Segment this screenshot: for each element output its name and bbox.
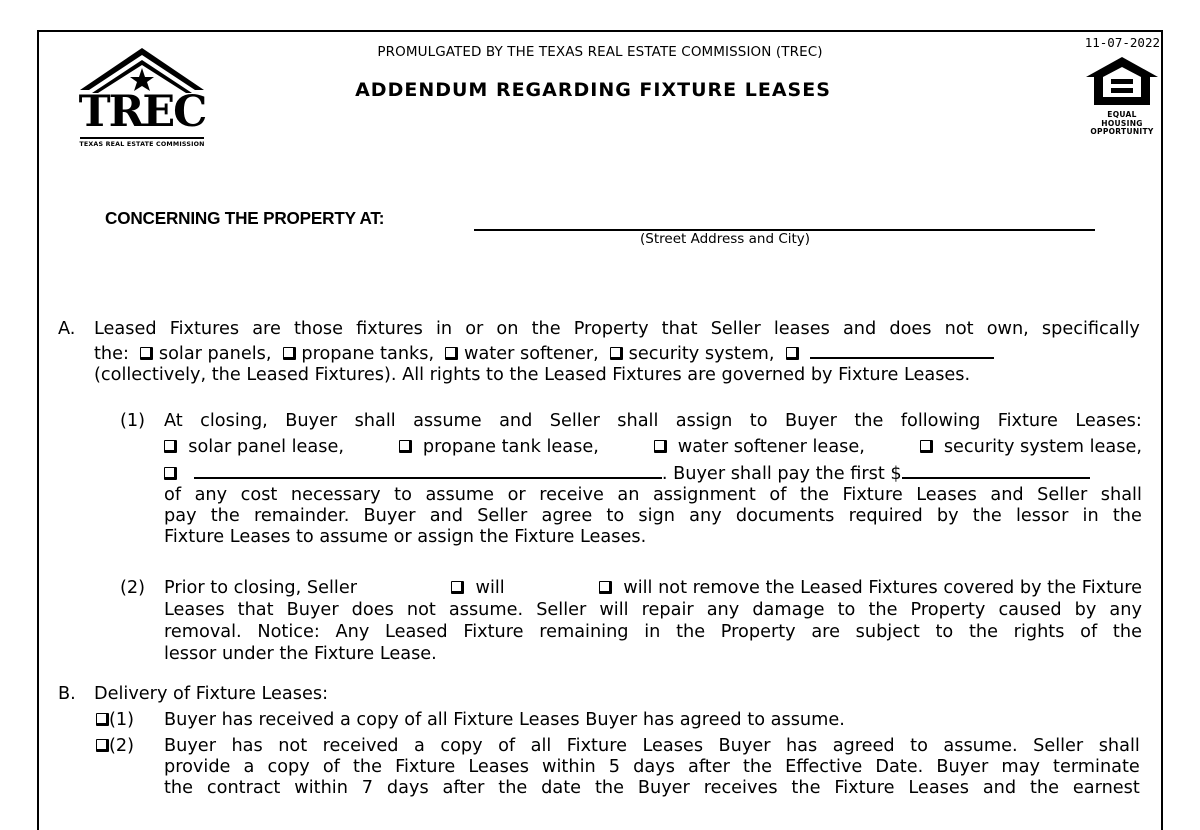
trec-wordmark: TREC [78,87,206,137]
section-a-options: the: solar panels, propane tanks, water softener, security system, [94,343,994,366]
section-b-item2: (2) [96,736,134,758]
item1-lease-options: solar panel lease, propane tank lease, water softener lease, security system lease, [164,437,1142,459]
section-b-item1-text: Buyer has received a copy of all Fixture Leases Buyer has agreed to assume. [164,710,845,730]
section-b-item2-line1: Buyer has not received a copy of all Fixture Leases Buyer has agreed to assume. Seller shall [164,736,1140,756]
section-b-letter: B. [58,684,76,704]
checkbox-solar-panel-lease[interactable] [164,440,177,453]
section-b-item1: (1) [96,710,134,732]
item1-line6: Fixture Leases to assume or assign the Fixture Leases. [164,527,647,547]
checkbox-other-lease[interactable] [164,467,177,480]
section-a-line1: Leased Fixtures are those fixtures in or on the Property that Seller leases and does not own, specifically [94,319,1140,339]
promulgated-by: PROMULGATED BY THE TEXAS REAL ESTATE COMMISSION (TREC) [377,44,823,60]
checkbox-other-fixture[interactable] [786,347,799,360]
eho-line2: HOUSING [1101,118,1143,128]
checkbox-received-copies[interactable] [96,713,109,726]
item1-other-line: . Buyer shall pay the first $ [164,463,1090,486]
property-address-caption: (Street Address and City) [640,231,811,247]
item1-line1: At closing, Buyer shall assume and Seller shall assign to Buyer the following Fixture Leases: [164,411,1142,431]
item1-line4: of any cost necessary to assume or receive an assignment of the Fixture Leases and Seller shall [164,485,1142,505]
checkbox-propane-tank-lease[interactable] [399,440,412,453]
equal-housing-house-icon [1084,55,1160,107]
item1-number: (1) [120,411,146,431]
checkbox-solar-panels[interactable] [140,347,153,360]
section-a-letter: A. [58,319,76,339]
checkbox-seller-will-remove[interactable] [451,581,464,594]
checkbox-security-system-lease[interactable] [920,440,933,453]
section-b-item2-line2: provide a copy of the Fixture Leases within 5 days after the Effective Date. Buyer may terminate [164,757,1140,777]
checkbox-water-softener-lease[interactable] [654,440,667,453]
item2-line3: removal. Notice: Any Leased Fixture remaining in the Property are subject to the rights of the [164,622,1142,642]
item2-line2: Leases that Buyer does not assume. Seller will repair any damage to the Property caused by any [164,600,1142,620]
item2-line1: Prior to closing, Seller will will not remove the Leased Fixtures covered by the Fixture [164,578,1142,598]
other-fixture-field[interactable] [810,343,994,359]
checkbox-water-softener[interactable] [445,347,458,360]
eho-line1: EQUAL [1107,110,1137,119]
checkbox-seller-will-not-remove[interactable] [599,581,612,594]
form-title: ADDENDUM REGARDING FIXTURE LEASES [355,79,831,101]
section-b-heading: Delivery of Fixture Leases: [94,684,329,704]
other-lease-field[interactable] [194,463,662,479]
checkbox-propane-tanks[interactable] [283,347,296,360]
buyer-pays-amount-field[interactable] [902,463,1090,479]
trec-subtitle: TEXAS REAL ESTATE COMMISSION [79,141,205,148]
item2-line4: lessor under the Fixture Lease. [164,644,437,664]
eho-line3: OPPORTUNITY [1090,127,1154,136]
form-date: 11-07-2022 [1084,35,1160,50]
section-a-line3: (collectively, the Leased Fixtures). All rights to the Leased Fixtures are governed by Fixture Leases. [94,365,971,385]
trec-rule [80,137,204,139]
item2-number: (2) [120,578,146,598]
section-b-item2-line3: the contract within 7 days after the date the Buyer receives the Fixture Leases and the earnest [164,778,1140,798]
checkbox-security-system[interactable] [610,347,623,360]
equal-housing-logo [1084,55,1160,140]
item1-line5: pay the remainder. Buyer and Seller agree to sign any documents required by the lessor in the [164,506,1142,526]
checkbox-not-received-copies[interactable] [96,739,109,752]
property-label: CONCERNING THE PROPERTY AT: [105,208,385,228]
